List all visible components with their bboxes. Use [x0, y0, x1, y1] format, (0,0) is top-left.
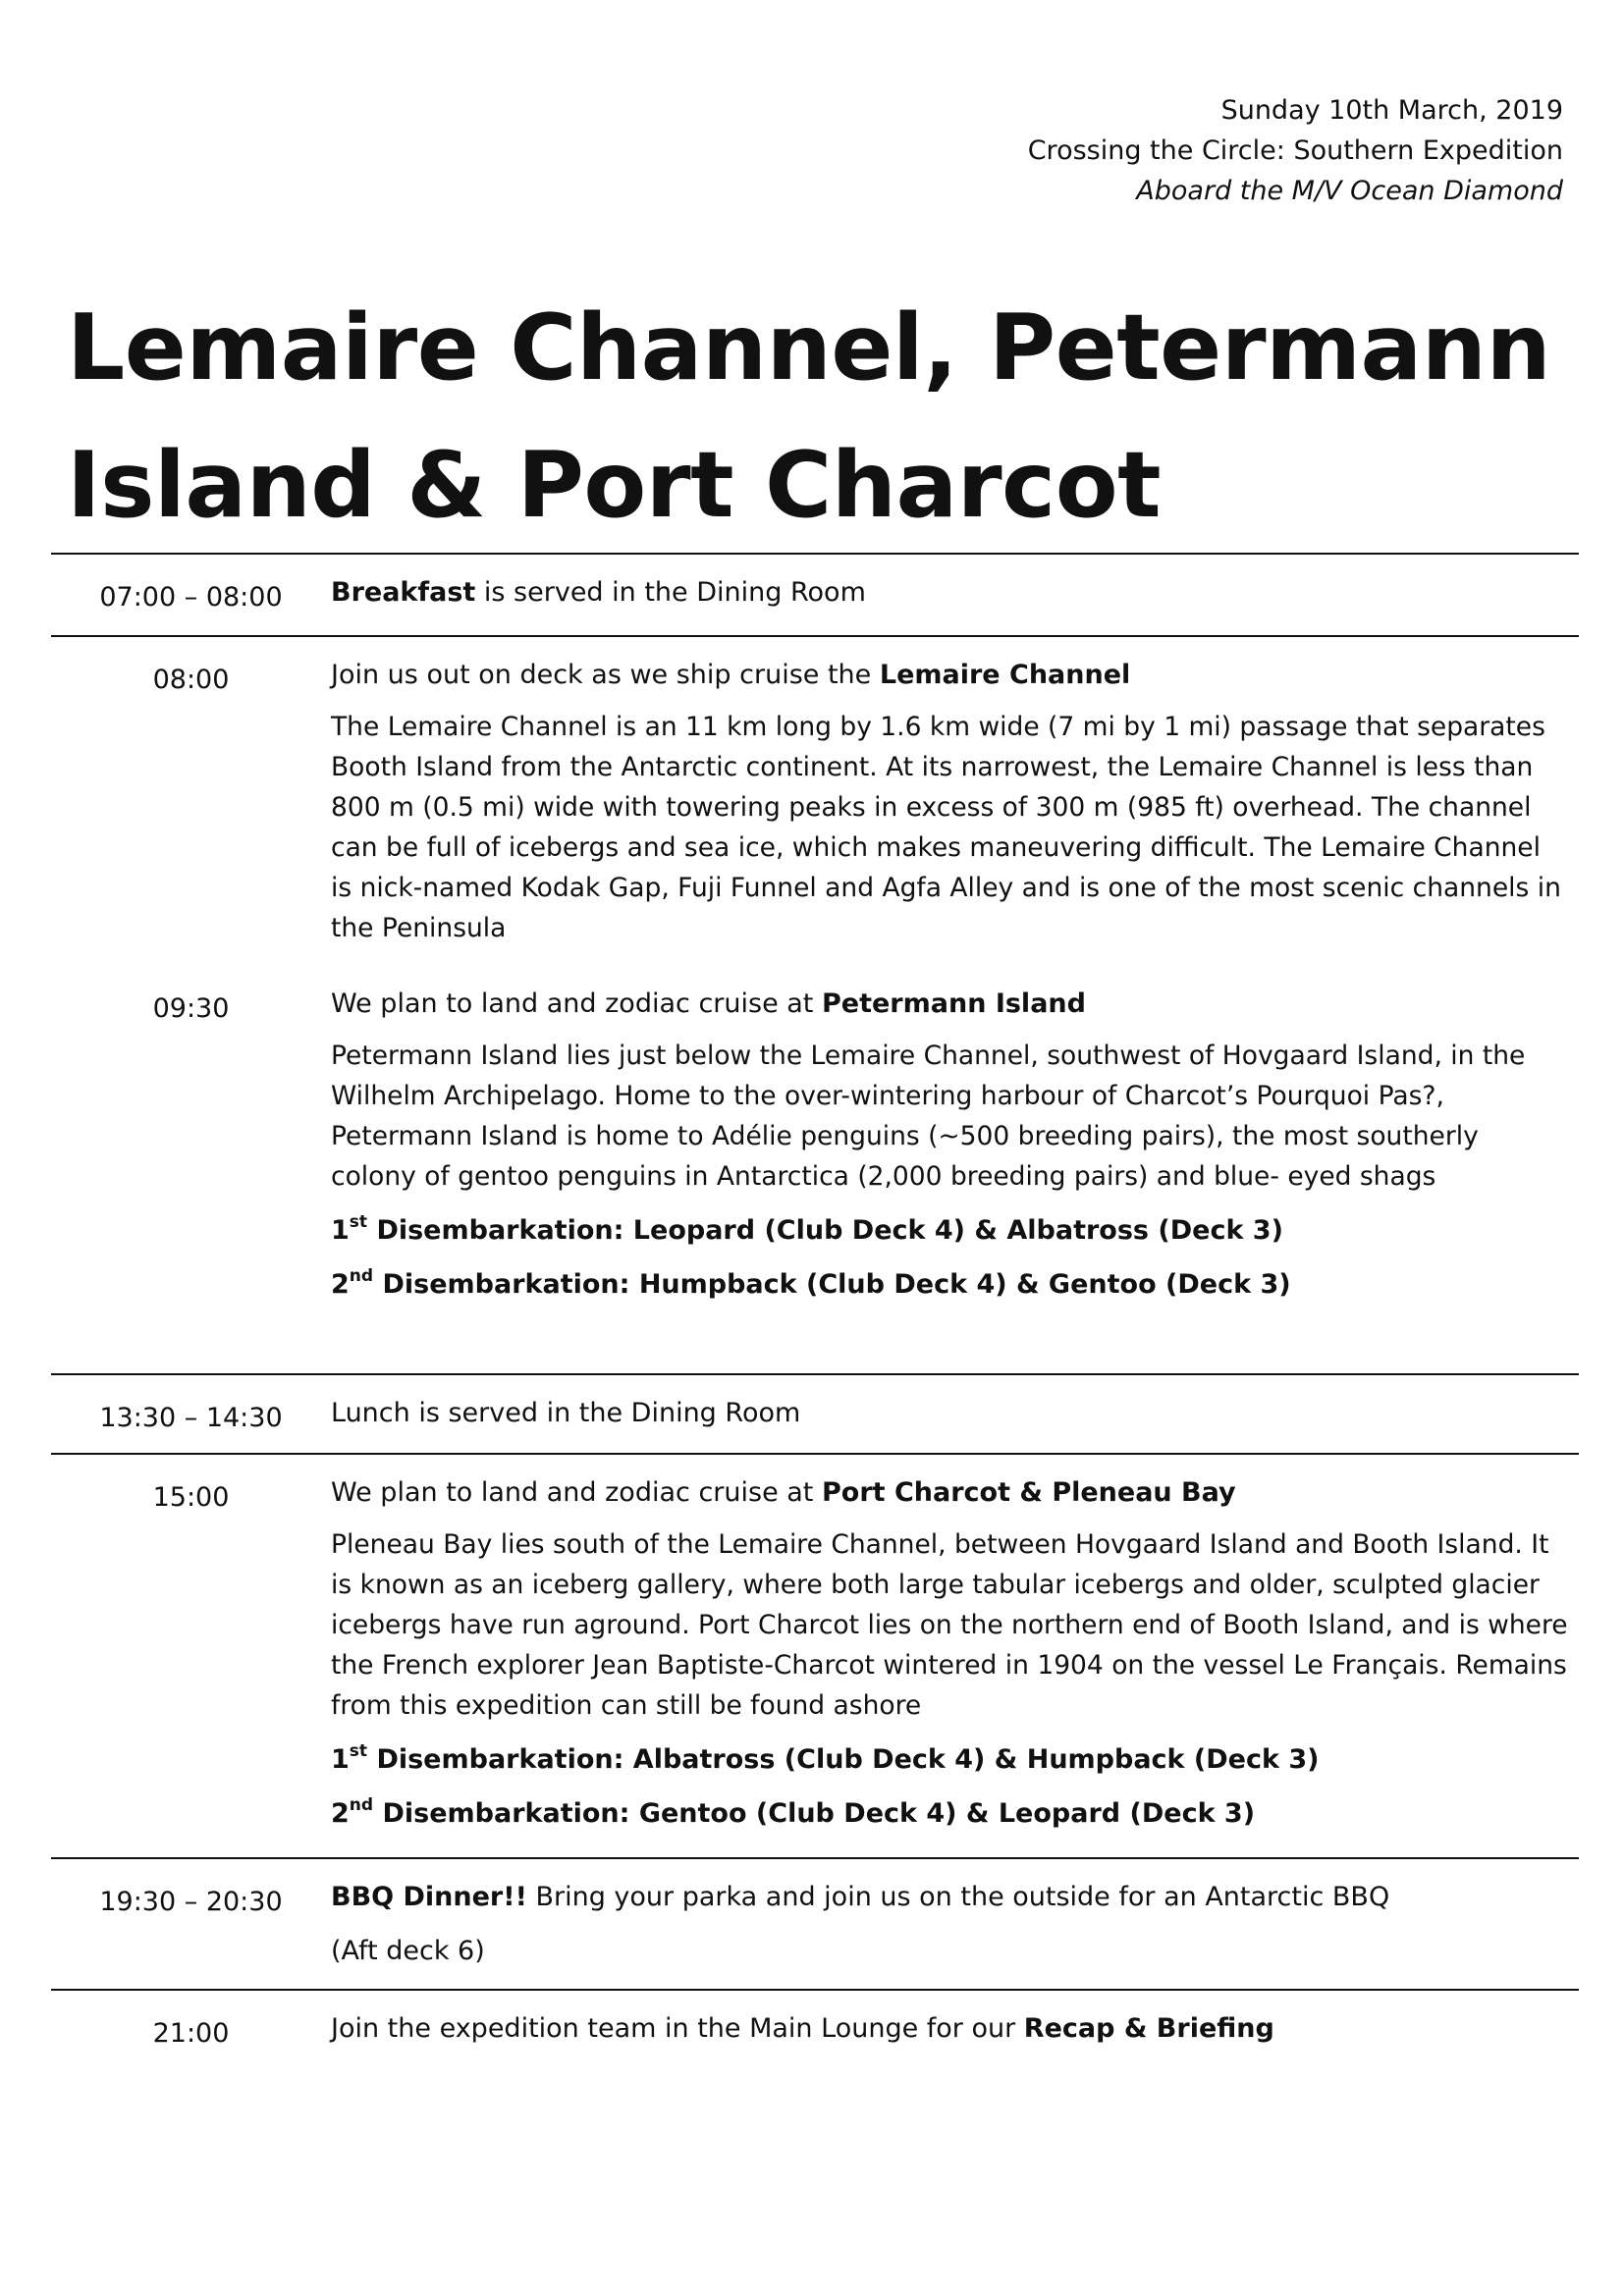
- ordinal-suffix: nd: [349, 1795, 374, 1815]
- page-title-line1: Lemaire Channel, Petermann: [67, 294, 1551, 400]
- event-bold: BBQ Dinner!!: [331, 1882, 527, 1912]
- event-cell: [331, 572, 1579, 635]
- ordinal-number: 2: [331, 1269, 350, 1300]
- event-cell: [331, 984, 1579, 1318]
- event-bold: Recap & Briefing: [1023, 2013, 1274, 2044]
- event-text: Bring your parka and join us on the outside for an Antarctic BBQ: [526, 1882, 1390, 1912]
- event-note: (Aft deck 6): [331, 1936, 485, 1966]
- event-bold: Breakfast: [331, 577, 476, 608]
- time-cell: 08:00: [152, 665, 230, 695]
- time-cell: 13:30 – 14:30: [99, 1403, 283, 1433]
- time-cell: 07:00 – 08:00: [99, 582, 283, 613]
- event-bold: Port Charcot & Pleneau Bay: [821, 1477, 1236, 1508]
- event-text: Lunch is served in the Dining Room: [331, 1398, 801, 1428]
- disembarkation-first: [331, 1739, 1569, 1780]
- header-ship: Aboard the M/V Ocean Diamond: [1136, 176, 1563, 206]
- schedule-table: [51, 553, 1579, 2077]
- ordinal-suffix: st: [349, 1212, 368, 1232]
- disembarkation-second: [331, 1264, 1569, 1305]
- schedule-row-recap: [51, 1989, 1579, 2077]
- event-bold: Lemaire Channel: [879, 660, 1131, 690]
- schedule-row-morning: [51, 635, 1579, 1373]
- event-cell: [331, 2008, 1579, 2077]
- header-expedition: Crossing the Circle: Southern Expedition: [1027, 135, 1563, 166]
- event-text: Join us out on deck as we ship cruise the: [331, 660, 880, 690]
- time-cell: 19:30 – 20:30: [99, 1887, 283, 1917]
- event-cell: [331, 655, 1579, 962]
- schedule-row-breakfast: [51, 553, 1579, 635]
- event-text: Join the expedition team in the Main Lounge for our: [331, 2013, 1024, 2044]
- disembarkation-text: Disembarkation: Humpback (Club Deck 4) & Gentoo (Deck 3): [373, 1269, 1291, 1300]
- schedule-row-lunch: [51, 1373, 1579, 1453]
- schedule-row-charcot: [51, 1453, 1579, 1857]
- schedule-subrow-lemaire: [51, 655, 1579, 962]
- event-description: The Lemaire Channel is an 11 km long by 1.6 km wide (7 mi by 1 mi) passage that separates Booth Island from the Antarctic continent. At its narrowest, the Lemaire Channel is less than 800 m (0.5 mi) wide with towering peaks in excess of 300 m (985 ft) overhead. The channel can be full of icebergs and sea ice, which makes maneuvering difficult. The Lemaire Channel is nick-named Kodak Gap, Fuji Funnel and Agfa Alley and is one of the most scenic channels in the Peninsula: [331, 712, 1561, 943]
- event-text: We plan to land and zodiac cruise at: [331, 988, 822, 1019]
- event-cell: [331, 1472, 1579, 1857]
- disembarkation-text: Disembarkation: Leopard (Club Deck 4) & Albatross (Deck 3): [367, 1215, 1283, 1246]
- ordinal-suffix: nd: [349, 1266, 374, 1286]
- event-description: Petermann Island lies just below the Lemaire Channel, southwest of Hovgaard Island, in the Wilhelm Archipelago. Home to the over-wintering harbour of Charcot’s Pourquoi Pas?, Petermann Island is home to Adélie penguins (~500 breeding pairs), the most southerly colony of gentoo penguins in Antarctica (2,000 breeding pairs) and blue- eyed shags: [331, 1041, 1526, 1192]
- disembarkation-second: [331, 1793, 1569, 1834]
- ordinal-suffix: st: [349, 1741, 368, 1761]
- ordinal-number: 1: [331, 1215, 350, 1246]
- disembarkation-first: [331, 1210, 1569, 1251]
- time-cell: 15:00: [152, 1482, 230, 1513]
- disembarkation-text: Disembarkation: Albatross (Club Deck 4) & Humpback (Deck 3): [367, 1744, 1320, 1775]
- page-title-line2: Island & Port Charcot: [67, 432, 1162, 538]
- schedule-row-bbq: [51, 1857, 1579, 1989]
- disembarkation-text: Disembarkation: Gentoo (Club Deck 4) & Leopard (Deck 3): [373, 1798, 1256, 1829]
- event-bold: Petermann Island: [821, 988, 1086, 1019]
- page-title: [67, 279, 1559, 554]
- ordinal-number: 1: [331, 1744, 350, 1775]
- event-description: Pleneau Bay lies south of the Lemaire Channel, between Hovgaard Island and Booth Island. It is known as an iceberg gallery, where both large tabular icebergs and older, sculpted glacier icebergs have run aground. Port Charcot lies on the northern end of Booth Island, and is where the French explorer Jean Baptiste-Charcot wintered in 1904 on the vessel Le Français. Remains from this expedition can still be found ashore: [331, 1529, 1568, 1721]
- event-text: is served in the Dining Room: [475, 577, 866, 608]
- ordinal-number: 2: [331, 1798, 350, 1829]
- time-cell: 21:00: [152, 2018, 230, 2049]
- event-cell: [331, 1877, 1579, 1989]
- header-date: Sunday 10th March, 2019: [1220, 95, 1563, 126]
- event-cell: [331, 1393, 1579, 1453]
- schedule-subrow-petermann: [51, 984, 1579, 1318]
- document-header: [679, 90, 1563, 211]
- event-text: We plan to land and zodiac cruise at: [331, 1477, 822, 1508]
- time-cell: 09:30: [152, 993, 230, 1024]
